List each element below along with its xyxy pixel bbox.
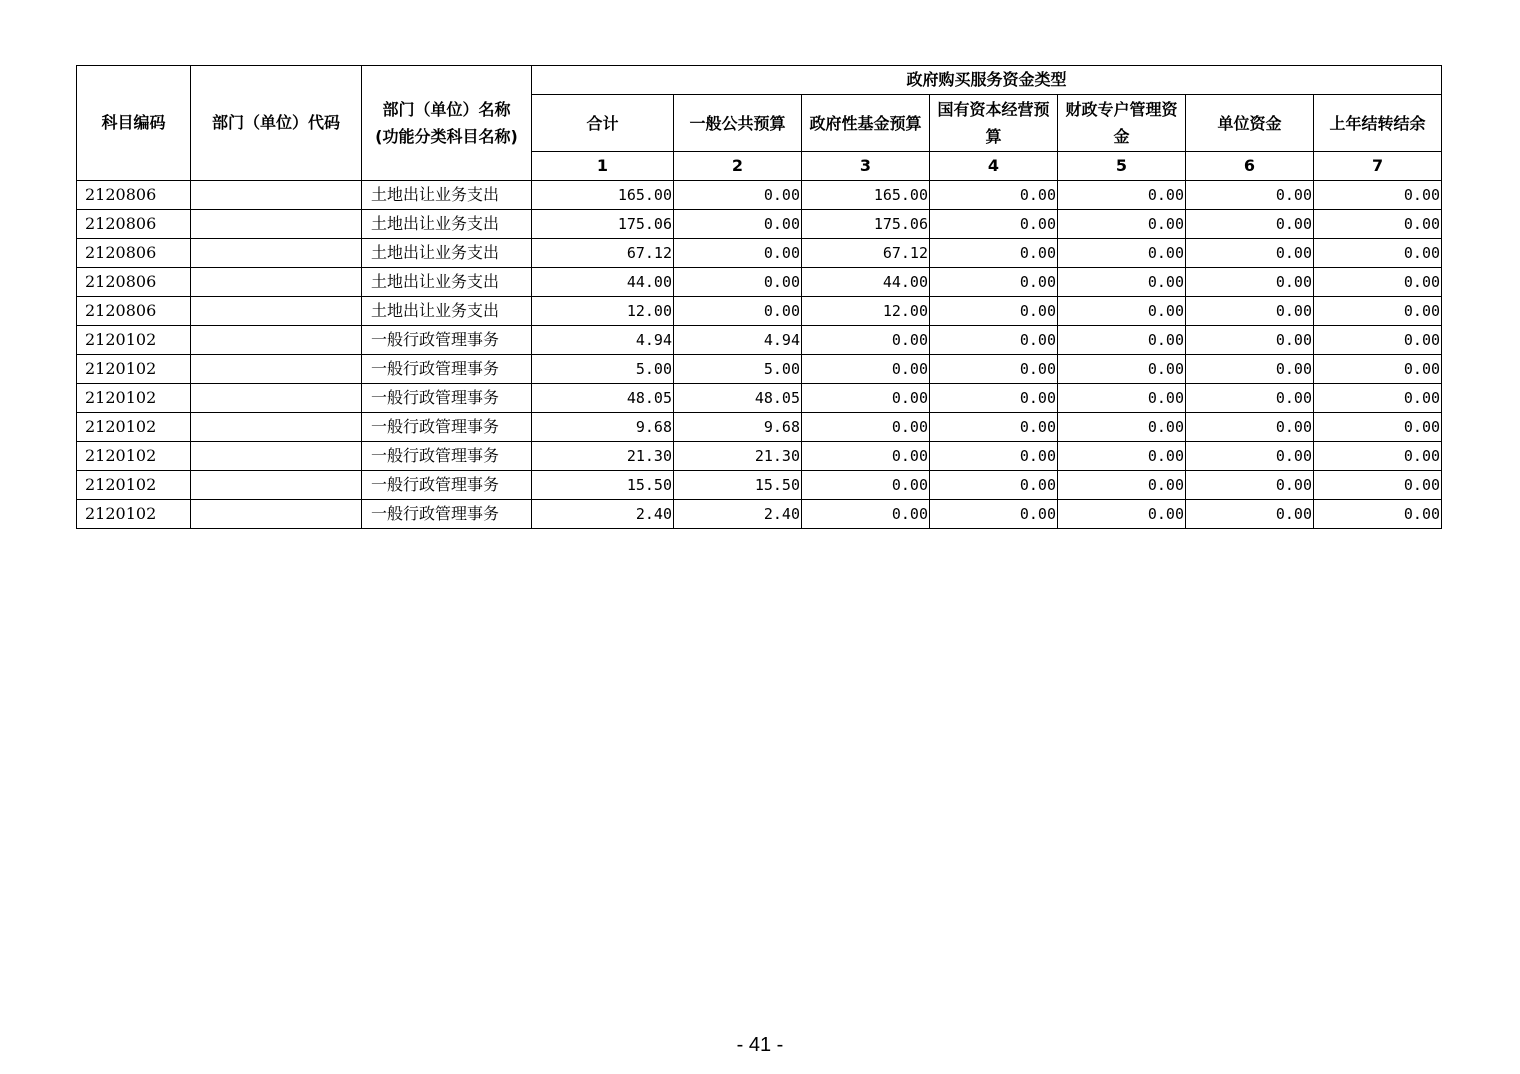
cell-amount: 0.00 (1186, 384, 1314, 413)
cell-amount: 0.00 (1186, 355, 1314, 384)
header-subject-code: 科目编码 (77, 66, 191, 181)
cell-subject-code: 2120806 (77, 268, 191, 297)
header-dept-name-line1: 部门（单位）名称 (382, 100, 511, 119)
header-col-number: 2 (674, 152, 802, 181)
cell-amount: 0.00 (930, 297, 1058, 326)
cell-dept-name: 土地出让业务支出 (362, 210, 532, 239)
cell-amount: 0.00 (930, 239, 1058, 268)
cell-dept-name: 一般行政管理事务 (362, 326, 532, 355)
header-dept-code: 部门（单位）代码 (191, 66, 362, 181)
header-col-special-account-fund: 财政专户管理资金 (1058, 95, 1186, 152)
cell-amount: 0.00 (930, 210, 1058, 239)
cell-dept-name: 一般行政管理事务 (362, 500, 532, 529)
header-col-total: 合计 (532, 95, 674, 152)
table-row (77, 297, 1442, 326)
cell-dept-code (191, 471, 362, 500)
cell-amount: 0.00 (930, 471, 1058, 500)
header-col-number: 1 (532, 152, 674, 181)
header-col-unit-fund: 单位资金 (1186, 95, 1314, 152)
cell-amount: 48.05 (532, 384, 674, 413)
budget-table (76, 65, 1442, 529)
cell-amount: 0.00 (1314, 268, 1442, 297)
cell-dept-name: 土地出让业务支出 (362, 239, 532, 268)
cell-amount: 0.00 (1058, 442, 1186, 471)
table-row (77, 471, 1442, 500)
cell-amount: 0.00 (1314, 413, 1442, 442)
cell-amount: 0.00 (1186, 268, 1314, 297)
header-dept-name-line2: (功能分类科目名称) (375, 127, 518, 146)
cell-dept-code (191, 268, 362, 297)
cell-subject-code: 2120102 (77, 355, 191, 384)
cell-amount: 0.00 (1186, 181, 1314, 210)
cell-dept-code (191, 239, 362, 268)
cell-amount: 175.06 (532, 210, 674, 239)
cell-amount: 0.00 (674, 268, 802, 297)
cell-amount: 165.00 (532, 181, 674, 210)
table-row (77, 239, 1442, 268)
cell-amount: 165.00 (802, 181, 930, 210)
cell-dept-name: 一般行政管理事务 (362, 355, 532, 384)
table-row (77, 442, 1442, 471)
header-col-number: 4 (930, 152, 1058, 181)
header-col-prior-year-balance: 上年结转结余 (1314, 95, 1442, 152)
cell-amount: 0.00 (1058, 268, 1186, 297)
header-col-general-budget: 一般公共预算 (674, 95, 802, 152)
cell-subject-code: 2120102 (77, 471, 191, 500)
table-row (77, 326, 1442, 355)
cell-amount: 9.68 (532, 413, 674, 442)
cell-amount: 0.00 (1314, 500, 1442, 529)
header-col-number: 5 (1058, 152, 1186, 181)
cell-amount: 0.00 (1058, 181, 1186, 210)
cell-subject-code: 2120806 (77, 181, 191, 210)
cell-amount: 0.00 (802, 471, 930, 500)
cell-dept-name: 一般行政管理事务 (362, 442, 532, 471)
cell-amount: 0.00 (1058, 326, 1186, 355)
cell-amount: 15.50 (674, 471, 802, 500)
cell-amount: 0.00 (1314, 181, 1442, 210)
cell-dept-code (191, 384, 362, 413)
cell-amount: 12.00 (532, 297, 674, 326)
cell-amount: 0.00 (1058, 297, 1186, 326)
cell-subject-code: 2120102 (77, 413, 191, 442)
header-col-gov-fund-budget: 政府性基金预算 (802, 95, 930, 152)
cell-amount: 0.00 (1186, 413, 1314, 442)
cell-amount: 0.00 (930, 442, 1058, 471)
cell-subject-code: 2120102 (77, 500, 191, 529)
cell-amount: 0.00 (930, 326, 1058, 355)
cell-amount: 44.00 (802, 268, 930, 297)
cell-amount: 0.00 (1186, 442, 1314, 471)
cell-amount: 48.05 (674, 384, 802, 413)
cell-subject-code: 2120102 (77, 384, 191, 413)
cell-amount: 21.30 (532, 442, 674, 471)
table-row (77, 268, 1442, 297)
cell-amount: 0.00 (802, 442, 930, 471)
cell-amount: 0.00 (802, 326, 930, 355)
table-row (77, 210, 1442, 239)
cell-amount: 0.00 (674, 210, 802, 239)
table-row (77, 355, 1442, 384)
table-header (77, 66, 1442, 181)
cell-dept-name: 土地出让业务支出 (362, 297, 532, 326)
header-fund-type-group: 政府购买服务资金类型 (532, 66, 1442, 95)
cell-amount: 0.00 (1314, 210, 1442, 239)
table-row (77, 384, 1442, 413)
table-row (77, 500, 1442, 529)
cell-amount: 0.00 (1314, 297, 1442, 326)
cell-amount: 0.00 (930, 181, 1058, 210)
cell-amount: 0.00 (674, 297, 802, 326)
cell-amount: 67.12 (532, 239, 674, 268)
cell-amount: 0.00 (930, 384, 1058, 413)
cell-amount: 5.00 (674, 355, 802, 384)
cell-dept-code (191, 355, 362, 384)
cell-amount: 0.00 (1314, 355, 1442, 384)
cell-amount: 0.00 (1186, 297, 1314, 326)
cell-dept-code (191, 413, 362, 442)
cell-amount: 4.94 (674, 326, 802, 355)
cell-amount: 0.00 (1058, 210, 1186, 239)
page-number: - 41 - (736, 1034, 784, 1056)
cell-amount: 9.68 (674, 413, 802, 442)
cell-amount: 0.00 (802, 500, 930, 529)
header-col-number: 6 (1186, 152, 1314, 181)
cell-dept-code (191, 181, 362, 210)
cell-amount: 0.00 (674, 239, 802, 268)
table-body (77, 181, 1442, 529)
cell-amount: 0.00 (1314, 384, 1442, 413)
cell-amount: 4.94 (532, 326, 674, 355)
cell-amount: 175.06 (802, 210, 930, 239)
cell-dept-name: 一般行政管理事务 (362, 384, 532, 413)
cell-dept-code (191, 297, 362, 326)
cell-dept-code (191, 326, 362, 355)
cell-amount: 0.00 (802, 413, 930, 442)
cell-amount: 0.00 (674, 181, 802, 210)
cell-amount: 0.00 (1314, 326, 1442, 355)
cell-amount: 0.00 (1058, 413, 1186, 442)
cell-dept-code (191, 500, 362, 529)
cell-amount: 0.00 (1186, 500, 1314, 529)
cell-amount: 0.00 (1314, 442, 1442, 471)
cell-dept-name: 土地出让业务支出 (362, 181, 532, 210)
cell-amount: 44.00 (532, 268, 674, 297)
cell-amount: 0.00 (1314, 239, 1442, 268)
cell-amount: 0.00 (1058, 471, 1186, 500)
table-row (77, 413, 1442, 442)
cell-dept-name: 一般行政管理事务 (362, 413, 532, 442)
cell-dept-name: 土地出让业务支出 (362, 268, 532, 297)
cell-amount: 0.00 (1186, 210, 1314, 239)
cell-amount: 0.00 (1058, 355, 1186, 384)
cell-subject-code: 2120806 (77, 239, 191, 268)
cell-amount: 21.30 (674, 442, 802, 471)
cell-amount: 5.00 (532, 355, 674, 384)
cell-amount: 0.00 (802, 384, 930, 413)
header-col-state-capital-budget: 国有资本经营预算 (930, 95, 1058, 152)
cell-amount: 0.00 (1186, 471, 1314, 500)
cell-dept-code (191, 210, 362, 239)
table-row (77, 181, 1442, 210)
cell-amount: 0.00 (1058, 384, 1186, 413)
cell-amount: 0.00 (1058, 239, 1186, 268)
cell-subject-code: 2120806 (77, 297, 191, 326)
cell-amount: 0.00 (802, 355, 930, 384)
cell-amount: 67.12 (802, 239, 930, 268)
cell-subject-code: 2120806 (77, 210, 191, 239)
cell-subject-code: 2120102 (77, 442, 191, 471)
header-dept-name (362, 66, 532, 181)
cell-amount: 0.00 (930, 355, 1058, 384)
header-col-number: 3 (802, 152, 930, 181)
cell-amount: 0.00 (930, 268, 1058, 297)
cell-amount: 12.00 (802, 297, 930, 326)
cell-subject-code: 2120102 (77, 326, 191, 355)
cell-amount: 2.40 (532, 500, 674, 529)
cell-amount: 0.00 (1314, 471, 1442, 500)
cell-dept-name: 一般行政管理事务 (362, 471, 532, 500)
header-col-number: 7 (1314, 152, 1442, 181)
cell-amount: 0.00 (1186, 239, 1314, 268)
cell-amount: 15.50 (532, 471, 674, 500)
cell-amount: 0.00 (930, 413, 1058, 442)
cell-amount: 2.40 (674, 500, 802, 529)
cell-amount: 0.00 (930, 500, 1058, 529)
cell-dept-code (191, 442, 362, 471)
cell-amount: 0.00 (1186, 326, 1314, 355)
cell-amount: 0.00 (1058, 500, 1186, 529)
